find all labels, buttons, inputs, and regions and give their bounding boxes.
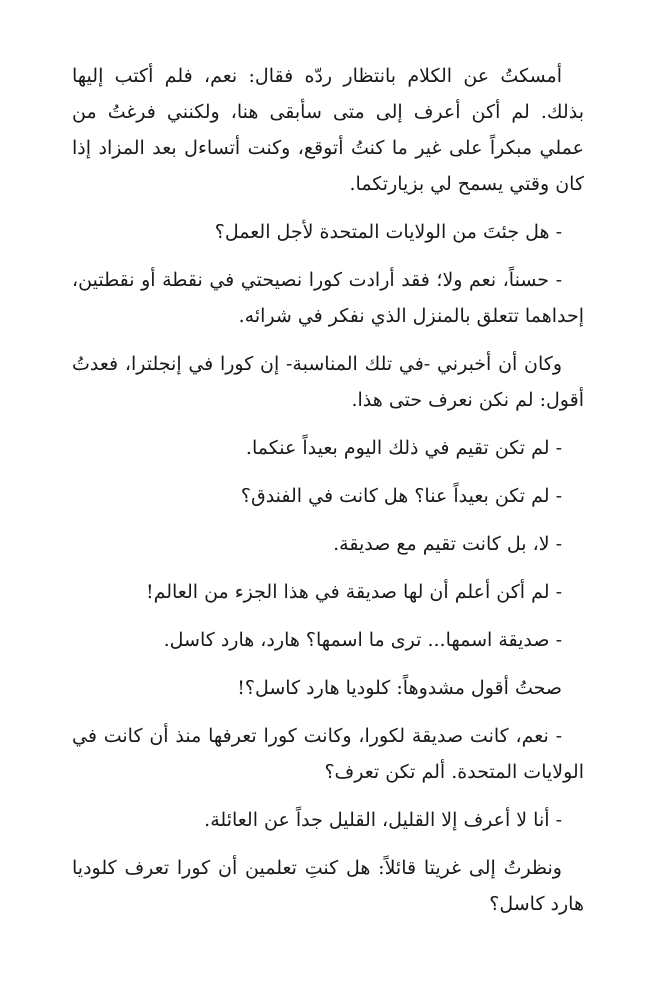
- paragraph-dialogue: - هل جئتَ من الولايات المتحدة لأجل العمل؟: [214, 221, 562, 243]
- page-body: [72, 58, 584, 934]
- paragraph-dialogue: - حسناً، نعم ولا؛ فقد أرادت كورا نصيحتي في نقطة أو نقطتين، إحداهما تتعلق بالمنزل الذي نفكر في شرائه.: [72, 269, 584, 327]
- paragraph-dialogue: - لا، بل كانت تقيم مع صديقة.: [333, 533, 562, 555]
- paragraph-dialogue: - نعم، كانت صديقة لكورا، وكانت كورا تعرفها منذ أن كانت في الولايات المتحدة. ألم تكن تعرف؟: [72, 725, 584, 783]
- paragraph-dialogue: - صديقة اسمها... ترى ما اسمها؟ هارد، هارد كاسل.: [163, 629, 562, 651]
- paragraph-dialogue: - لم أكن أعلم أن لها صديقة في هذا الجزء من العالم!: [145, 581, 562, 603]
- paragraph-narration: صحتُ أقول مشدوهاً: كلوديا هارد كاسل؟!: [237, 677, 562, 699]
- paragraph-dialogue: - أنا لا أعرف إلا القليل، القليل جداً عن العائلة.: [204, 809, 562, 831]
- paragraph-narration: ونظرتُ إلى غريتا قائلاً: هل كنتِ تعلمين أن كورا تعرف كلوديا هارد كاسل؟: [72, 857, 584, 915]
- paragraph-narration: أمسكتُ عن الكلام بانتظار ردّه فقال: نعم، فلم أكتب إليها بذلك. لم أكن أعرف إلى متى سأبقى هنا، ولكنني فرغتُ من عملي مبكراً على غير ما كنتُ أتوقع، وكنت أتساءل بعد المزاد إذا كان وقتي يسمح لي بزيارتكما.: [72, 65, 584, 195]
- paragraph-narration: وكان أن أخبرني -في تلك المناسبة- إن كورا في إنجلترا، فعدتُ أقول: لم نكن نعرف حتى هذا.: [72, 353, 584, 411]
- paragraph-dialogue: - لم تكن تقيم في ذلك اليوم بعيداً عنكما.: [245, 437, 562, 459]
- paragraph-dialogue: - لم تكن بعيداً عنا؟ هل كانت في الفندق؟: [240, 485, 562, 507]
